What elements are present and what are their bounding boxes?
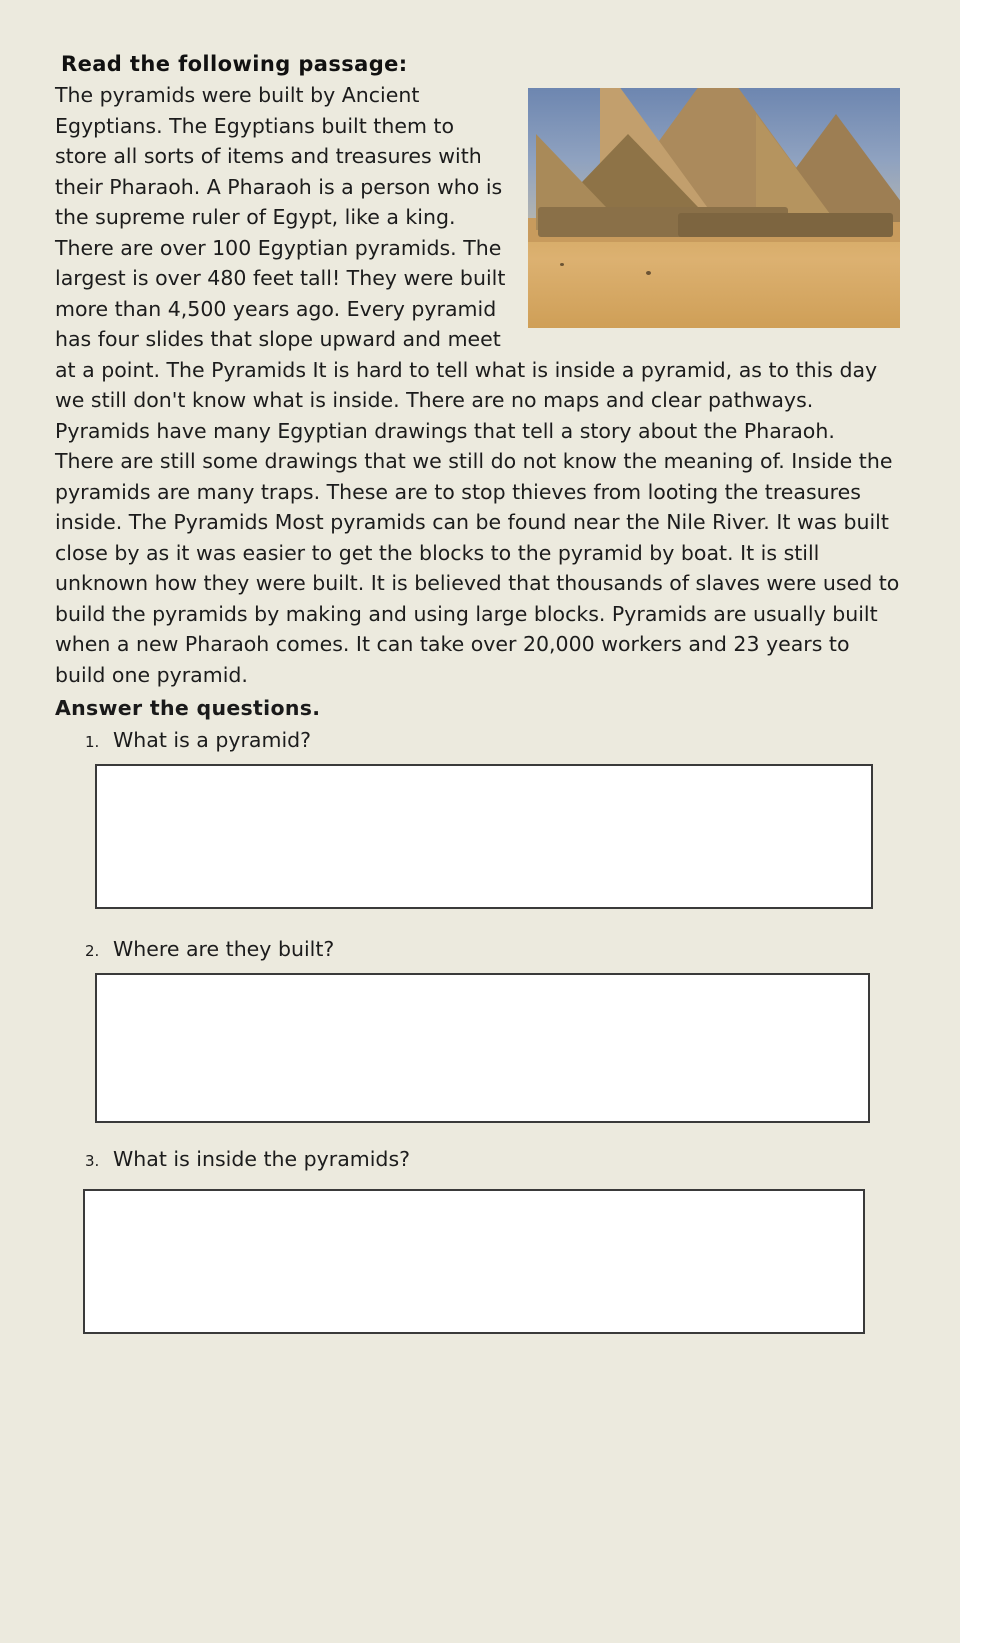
question-item-2 bbox=[85, 937, 900, 961]
answer-questions-heading: Answer the questions. bbox=[55, 696, 321, 720]
page-right-margin bbox=[960, 0, 1000, 1643]
photo-figure-speck-secondary bbox=[560, 263, 564, 266]
question-number: 2. bbox=[85, 942, 100, 960]
passage-text: The pyramids were built by Ancient Egyptians. The Egyptians built them to store all sorts of items and treasures with their Pharaoh. A Pharaoh is a person who is the supreme ruler of Egypt, like a king. There are over 100 Egyptian pyramids. The largest is over 480 feet tall! They were built more than 4,500 years ago. Every pyramid has four slides that slope upward and meet at a point. The Pyramids It is hard to tell what is inside a pyramid, as to this day we still don't know what is inside. There are no maps and clear pathways. Pyramids have many Egyptian drawings that tell a story about the Pharaoh. There are still some drawings that we still do not know the meaning of. Inside the pyramids are many traps. These are to stop thieves from looting the treasures inside. The Pyramids Most pyramids can be found near the Nile River. It was built close by as it was easier to get the blocks to the pyramid by boat. It is still unknown how they were built. It is believed that thousands of slaves were used to build the pyramids by making and using large blocks. Pyramids are usually built when a new Pharaoh comes. It can take over 20,000 workers and 23 years to build one pyramid. bbox=[55, 83, 900, 687]
pyramids-of-giza-photo bbox=[528, 88, 900, 328]
question-number: 1. bbox=[85, 733, 100, 751]
answer-field-3[interactable] bbox=[83, 1189, 865, 1334]
worksheet-content bbox=[55, 52, 900, 1334]
read-passage-heading: Read the following passage: bbox=[61, 52, 408, 76]
question-text: Where are they built? bbox=[113, 937, 335, 961]
photo-ruins-secondary bbox=[678, 213, 893, 237]
question-text: What is inside the pyramids? bbox=[113, 1147, 411, 1171]
passage-block bbox=[55, 80, 900, 690]
question-number: 3. bbox=[85, 1152, 100, 1170]
question-item-3 bbox=[85, 1147, 900, 1171]
question-text: What is a pyramid? bbox=[113, 728, 312, 752]
answer-field-2[interactable] bbox=[95, 973, 870, 1123]
question-item-1 bbox=[85, 728, 900, 752]
answer-field-1[interactable] bbox=[95, 764, 873, 909]
